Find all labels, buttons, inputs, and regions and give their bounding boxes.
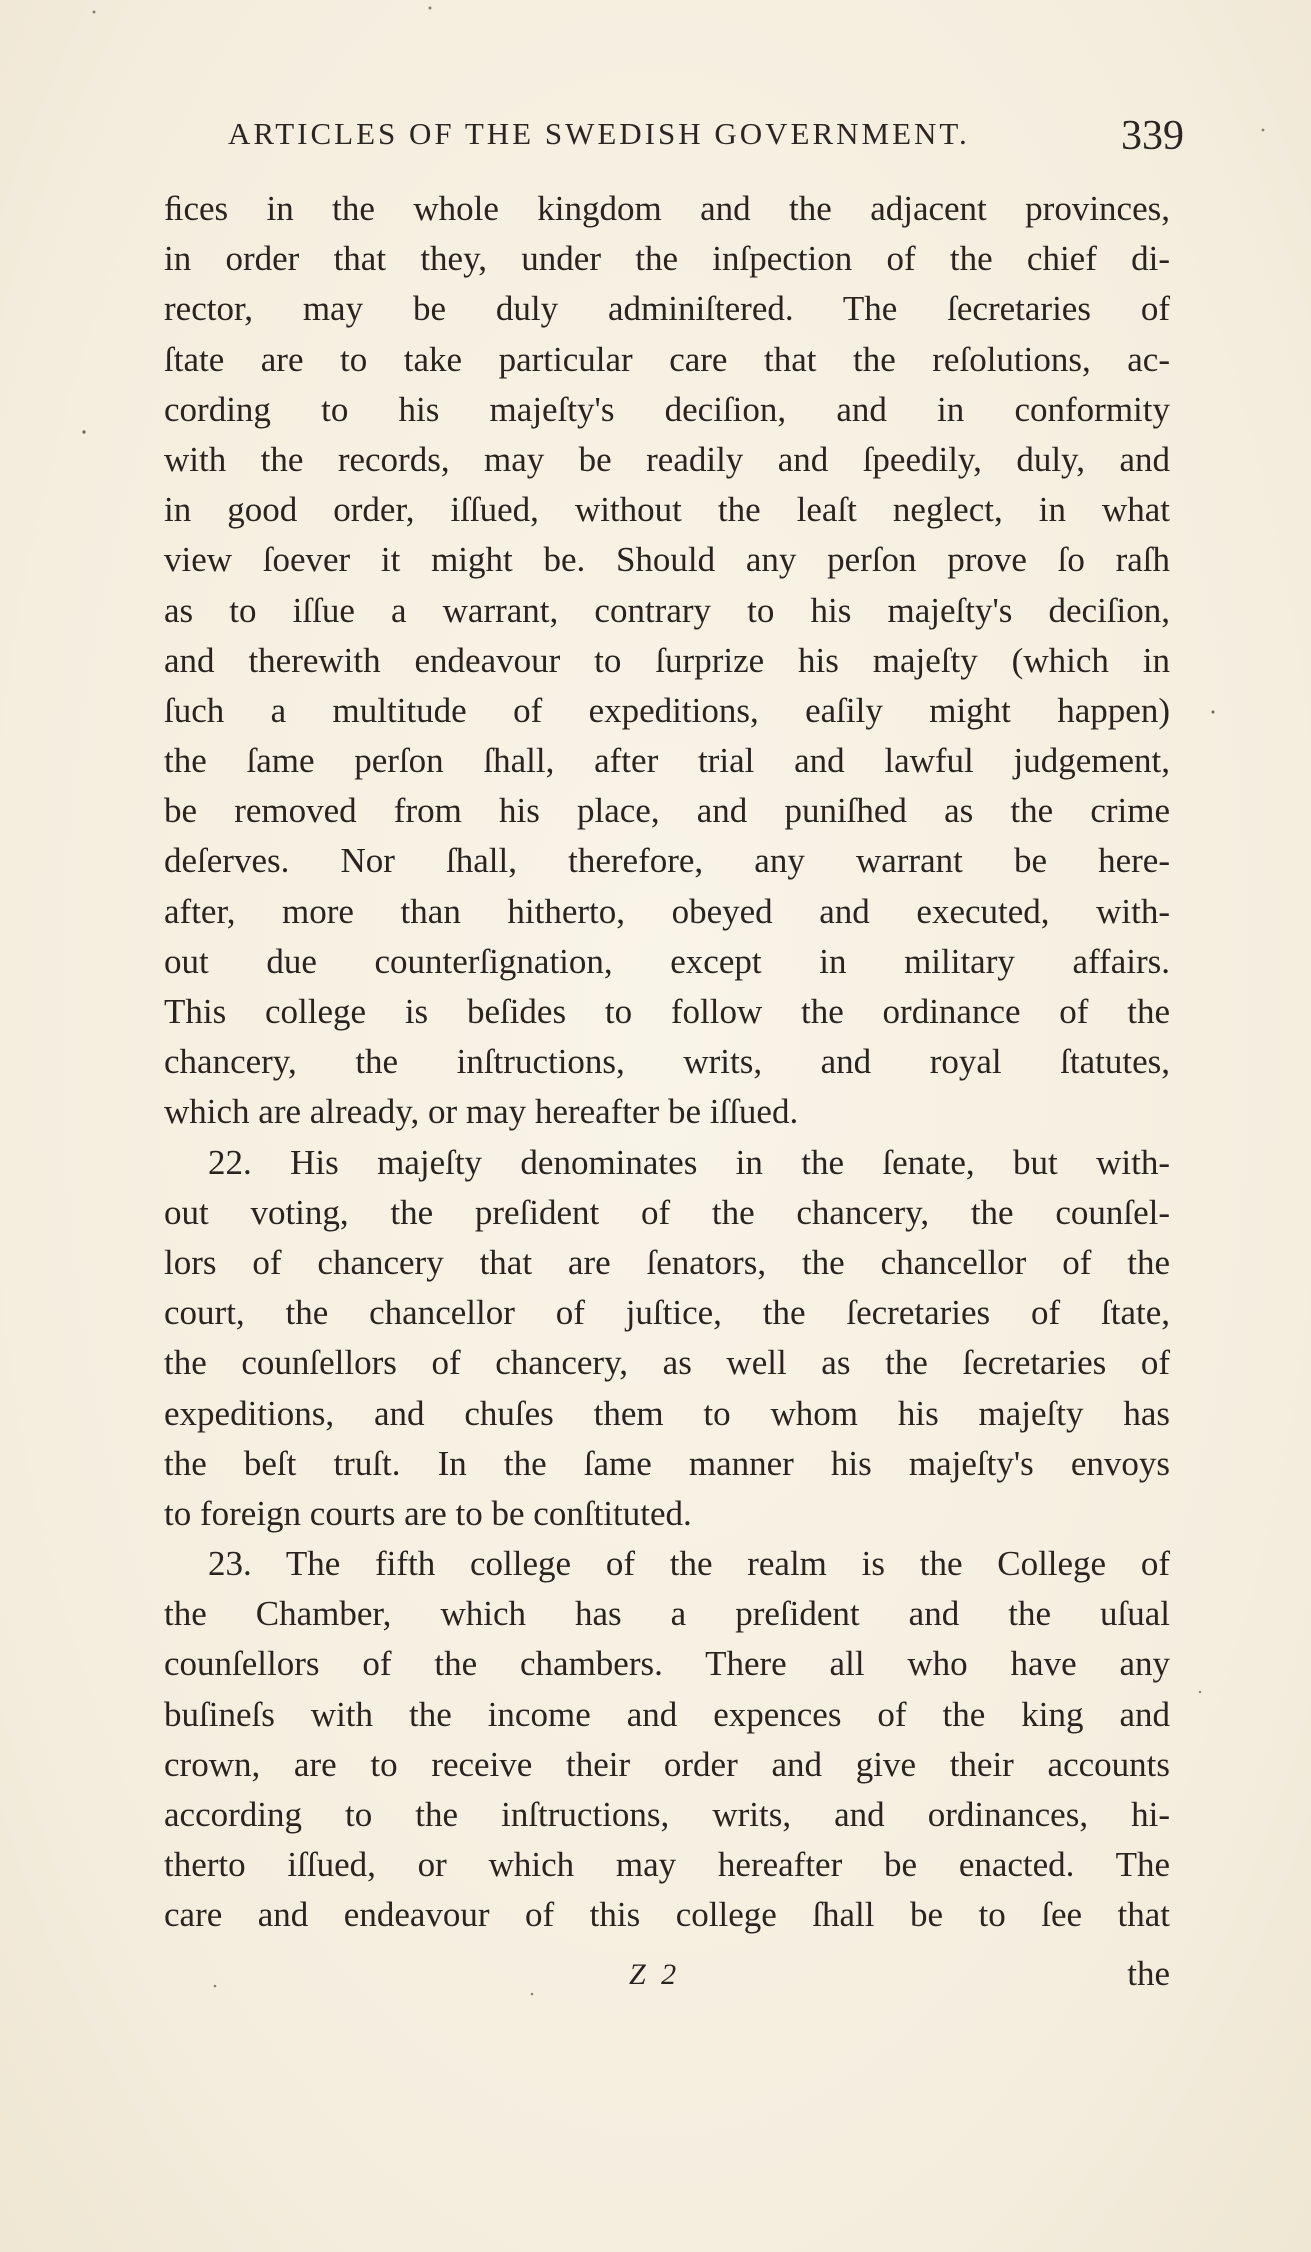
text-line: This college is beſides to follow the ordinance of the bbox=[164, 992, 1170, 1031]
text-line: counſellors of the chambers. There all who have any bbox=[164, 1644, 1170, 1684]
text-line: and therewith endeavour to ſurprize his majeſty (which in bbox=[164, 640, 1170, 680]
text-line: lors of chancery that are ſenators, the chancellor of the bbox=[164, 1242, 1170, 1282]
text-line: according to the inſtructions, writs, and ordinances, hi- bbox=[164, 1795, 1170, 1834]
text-line: therto iſſued, or which may hereafter be enacted. The bbox=[164, 1845, 1170, 1885]
text-line: crown, are to receive their order and give their accounts bbox=[164, 1744, 1170, 1784]
text-line: the counſellors of chancery, as well as the ſecretaries of bbox=[164, 1343, 1170, 1383]
page-header bbox=[228, 112, 1184, 159]
text-line: care and endeavour of this college ſhall be to ſee that bbox=[164, 1895, 1170, 1935]
text-line: cording to his majeſty's deciſion, and in conformity bbox=[164, 389, 1170, 429]
text-line: which are already, or may hereafter be iſſued. bbox=[164, 1092, 799, 1132]
text-line: the Chamber, which has a preſident and the uſual bbox=[164, 1594, 1170, 1634]
text-line: chancery, the inſtructions, writs, and royal ſtatutes, bbox=[164, 1042, 1170, 1082]
catchword: the bbox=[1127, 1954, 1170, 1993]
text-line: view ſoever it might be. Should any perſon prove ſo raſh bbox=[164, 540, 1170, 580]
section-22-start: 22. His majeſty denominates in the ſenate, but with- bbox=[208, 1142, 1170, 1182]
section-23-start: 23. The fifth college of the realm is the College of bbox=[208, 1544, 1170, 1584]
text-line: deſerves. Nor ſhall, therefore, any warrant be here- bbox=[164, 841, 1170, 881]
text-line: expeditions, and chuſes them to whom his majeſty has bbox=[164, 1393, 1170, 1433]
text-line: after, more than hitherto, obeyed and executed, with- bbox=[164, 891, 1170, 931]
text-line: ﬁces in the whole kingdom and the adjacent provinces, bbox=[164, 189, 1170, 228]
text-line: out due counterſignation, except in military affairs. bbox=[164, 941, 1170, 981]
text-line: in order that they, under the inſpection of the chief di- bbox=[164, 239, 1170, 279]
text-line: in good order, iſſued, without the leaſt neglect, in what bbox=[164, 490, 1170, 530]
text-line: ſtate are to take particular care that the reſolutions, ac- bbox=[164, 339, 1170, 379]
body-text bbox=[164, 184, 1170, 1941]
page-number: 339 bbox=[1121, 113, 1184, 159]
text-line: the beſt truſt. In the ſame manner his majeſty's envoys bbox=[164, 1443, 1170, 1483]
text-line: rector, may be duly adminiſtered. The ſecretaries of bbox=[164, 289, 1170, 329]
text-line: to foreign courts are to be conſtituted. bbox=[164, 1493, 692, 1533]
text-line: as to iſſue a warrant, contrary to his majeſty's deciſion, bbox=[164, 590, 1170, 630]
text-line: ſuch a multitude of expeditions, eaſily might happen) bbox=[164, 690, 1170, 730]
running-head: ARTICLES OF THE SWEDISH GOVERNMENT. bbox=[228, 116, 970, 151]
text-line: court, the chancellor of juſtice, the ſecretaries of ſtate, bbox=[164, 1293, 1170, 1333]
text-line: be removed from his place, and puniſhed as the crime bbox=[164, 791, 1170, 831]
text-line: the ſame perſon ſhall, after trial and lawful judgement, bbox=[164, 741, 1170, 781]
text-line: with the records, may be readily and ſpeedily, duly, and bbox=[164, 439, 1170, 479]
text-line: out voting, the preſident of the chancery, the counſel- bbox=[164, 1192, 1170, 1232]
signature-mark: Z 2 bbox=[629, 1958, 681, 1991]
page-footer bbox=[164, 1954, 1170, 2004]
text-line: buſineſs with the income and expences of the king and bbox=[164, 1694, 1170, 1734]
